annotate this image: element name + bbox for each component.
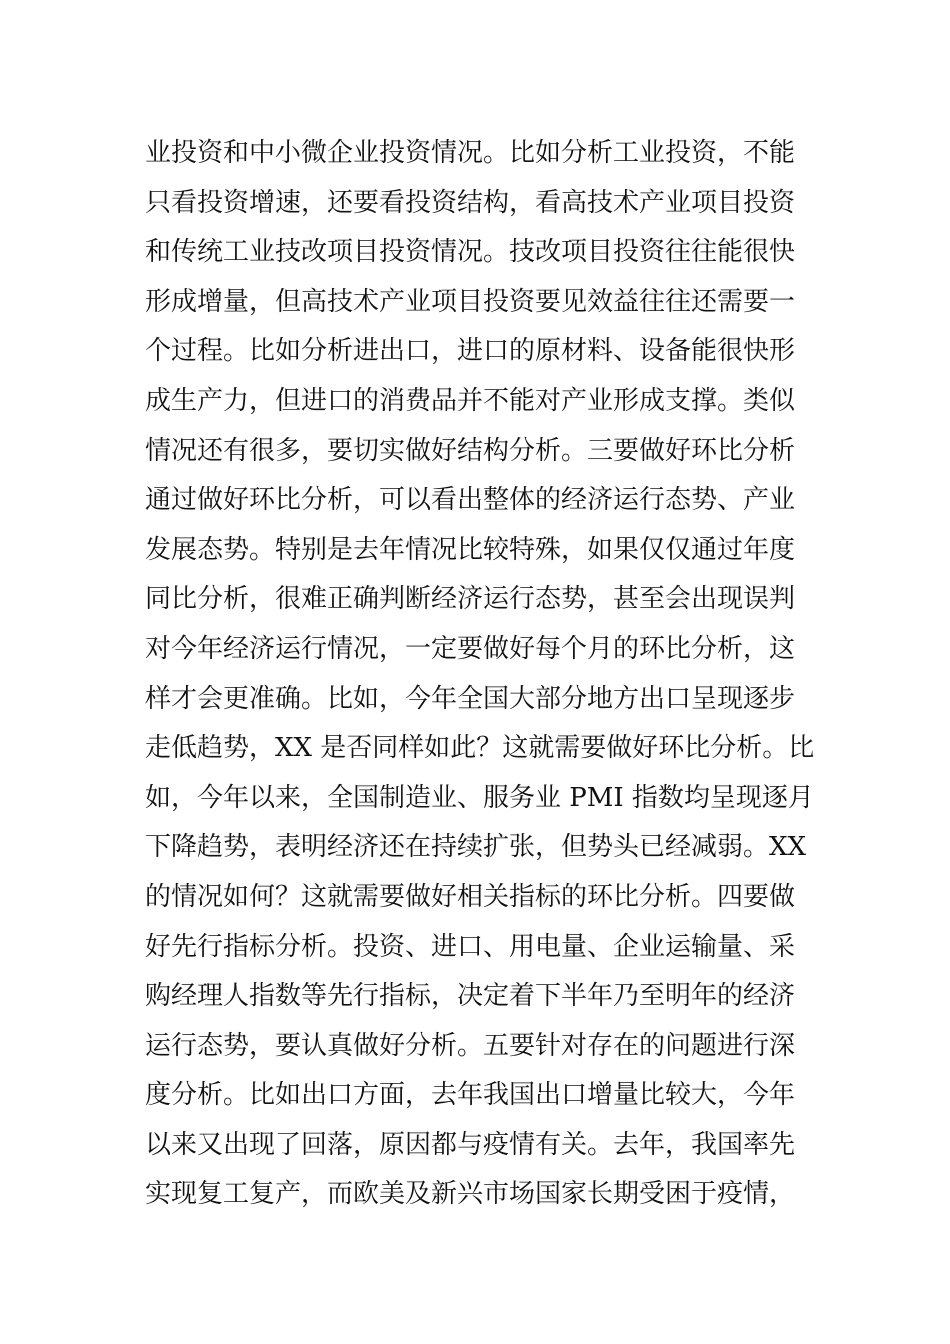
text-line: 样才会更准确。比如，今年全国大部分地方出口呈现逐步 xyxy=(145,683,796,714)
text-line: 发展态势。特别是去年情况比较特殊，如果仅仅通过年度 xyxy=(145,534,796,565)
text-line: 个过程。比如分析进出口，进口的原材料、设备能很快形 xyxy=(145,336,796,367)
body-paragraph xyxy=(145,129,825,1220)
text-line: 和传统工业技改项目投资情况。技改项目投资往往能很快 xyxy=(145,237,796,268)
text-line: 情况还有很多，要切实做好结构分析。三要做好环比分析 xyxy=(145,435,796,466)
text-line: 的情况如何？这就需要做好相关指标的环比分析。四要做 xyxy=(145,881,796,912)
text-line: 业投资和中小微企业投资情况。比如分析工业投资，不能 xyxy=(145,138,796,168)
text-line: 只看投资增速，还要看投资结构，看高技术产业项目投资 xyxy=(145,187,796,218)
text-line: 好先行指标分析。投资、进口、用电量、企业运输量、采 xyxy=(145,931,796,962)
text-line: 如，今年以来，全国制造业、服务业 PMI 指数均呈现逐月 xyxy=(145,782,814,813)
text-line: 度分析。比如出口方面，去年我国出口增量比较大，今年 xyxy=(145,1080,796,1111)
text-line: 实现复工复产，而欧美及新兴市场国家长期受困于疫情， xyxy=(145,1179,796,1210)
text-line: 通过做好环比分析，可以看出整体的经济运行态势、产业 xyxy=(145,485,796,516)
text-line: 购经理人指数等先行指标，决定着下半年乃至明年的经济 xyxy=(145,981,796,1012)
text-line: 对今年经济运行情况，一定要做好每个月的环比分析，这 xyxy=(145,633,796,664)
text-line: 成生产力，但进口的消费品并不能对产业形成支撑。类似 xyxy=(145,385,796,416)
text-line: 走低趋势，XX 是否同样如此？这就需要做好环比分析。比 xyxy=(145,733,815,764)
text-line: 运行态势，要认真做好分析。五要针对存在的问题进行深 xyxy=(145,1030,796,1061)
text-line: 以来又出现了回落，原因都与疫情有关。去年，我国率先 xyxy=(145,1129,796,1160)
text-line: 同比分析，很难正确判断经济运行态势，甚至会出现误判 xyxy=(145,584,796,615)
text-line: 形成增量，但高技术产业项目投资要见效益往往还需要一 xyxy=(145,286,796,317)
text-line: 下降趋势，表明经济还在持续扩张，但势头已经减弱。XX xyxy=(145,832,807,863)
